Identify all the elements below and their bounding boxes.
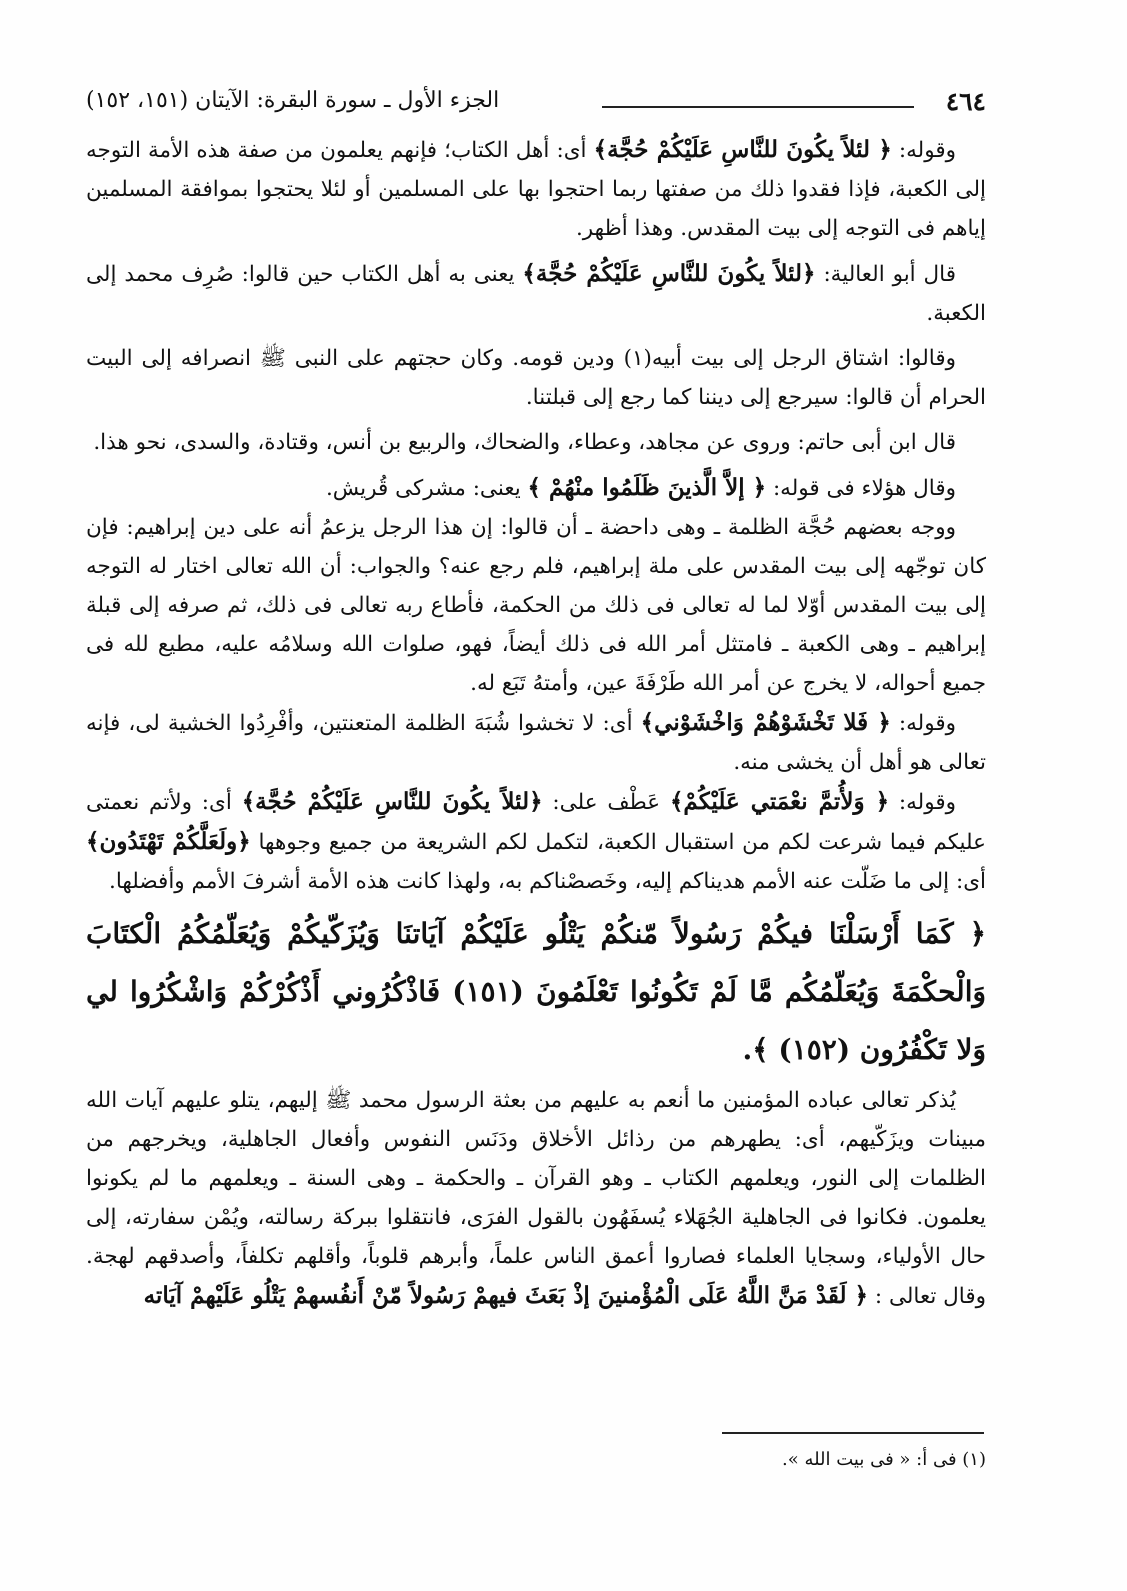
paragraph-7-intro: وقوله: xyxy=(898,711,956,736)
paragraph-1 xyxy=(86,130,986,248)
paragraph-5 xyxy=(86,468,986,508)
footnote-rule xyxy=(722,1432,984,1434)
paragraph-7-text: أى: لا تخشوا شُبَهَ الظلمة المتعنتين، وأفْرِدُوا الخشية لى، فإنه تعالى هو أهل أن يخشى منه. xyxy=(86,711,986,775)
paragraph-5-verse: ﴿ إلاَّ الَّذينَ ظَلَمُوا منْهُمْ ﴾ xyxy=(527,474,767,501)
paragraph-8 xyxy=(86,782,986,901)
paragraph-8-intro: وقوله: xyxy=(898,790,956,815)
paragraph-4: قال ابن أبى حاتم: وروى عن مجاهد، وعطاء، والضحاك، والربيع بن أنس، وقتادة، والسدى، نحو هذا. xyxy=(93,430,956,455)
paragraph-8-verse-1: ﴿ وَلأُتمَّ نعْمَتي عَلَيْكُمْ﴾ xyxy=(669,788,890,815)
paragraph-1-intro: وقوله: xyxy=(898,138,956,163)
paragraph-5-text: يعنى: مشركى قُريش. xyxy=(325,476,521,501)
header-rule xyxy=(602,106,914,108)
paragraph-7 xyxy=(86,703,986,782)
paragraph-6: ووجه بعضهم حُجَّة الظلمة ـ وهى داحضة ـ أن قالوا: إن هذا الرجل يزعمُ أنه على دين إبراهيم: فإن كان توجّهه إلى بيت المقدس على ملة إبراهيم، فلم رجع عنه؟ والجواب: أن الله تعالى اختار له التوجه إلى بيت المقدس أوّلا لما له تعالى فى ذلك من الحكمة، فأطاع ربه تعالى فى ذلك، ثم صرفه إلى قبلة إبراهيم ـ وهى الكعبة ـ فامتثل أمر الله فى ذلك أيضاً، فهو، صلوات الله وسلامُه عليه، مطيع لله فى جميع أحواله، لا يخرج عن أمر الله طَرْفَةَ عين، وأمتهُ تَبَع له. xyxy=(86,515,986,696)
paragraph-1-verse: ﴿ لئلاً يكُونَ للنَّاسِ عَلَيْكُمْ حُجَّة﴾ xyxy=(593,136,892,163)
page-body xyxy=(86,130,986,1316)
paragraph-8-verse-3: ﴿ولَعَلَّكُمْ تَهْتَدُون﴾ xyxy=(86,828,251,855)
footnote: (١) فى أ: « فى بيت الله ». xyxy=(781,1449,986,1470)
running-title: الجزء الأول ـ سورة البقرة: الآيتان (١٥١، ١٥٢) xyxy=(86,88,500,113)
paragraph-8-verse-2: ﴿لئلاً يكُونَ للنَّاسِ عَلَيْكُمْ حُجَّة﴾ xyxy=(241,788,543,815)
paragraph-8-text-3: أى: إلى ما ضَلّت عنه الأمم هديناكم إليه، وخَصصْناكم به، ولهذا كانت هذه الأمة أشرفَ الأمم وأفضلها. xyxy=(109,869,986,894)
page-number: ٤٦٤ xyxy=(945,87,986,116)
paragraph-9-verse: ﴿ لَقَدْ مَنَّ اللَّهُ عَلَى الْمُؤْمنينَ إذْ بَعَثَ فيهمْ رَسُولاً مّنْ أَنفُسهمْ يَتْلُو عَلَيْهمْ آيَاته xyxy=(143,1282,869,1309)
paragraph-9 xyxy=(86,1081,986,1316)
paragraph-3: وقالوا: اشتاق الرجل إلى بيت أبيه(١) ودين قومه. وكان حجتهم على النبى ﷺ انصرافه إلى البيت الحرام أن قالوا: سيرجع إلى ديننا كما رجع إلى قبلتنا. xyxy=(86,346,986,410)
paragraph-1-text: أى: أهل الكتاب؛ فإنهم يعلمون من صفة هذه الأمة التوجه إلى الكعبة، فإذا فقدوا ذلك من صفتها ربما احتجوا بها على المسلمين أو لئلا يحتجوا بموافقة المسلمين إياهم فى التوجه إلى بيت المقدس. وهذا أظهر. xyxy=(86,138,986,241)
page-header xyxy=(86,84,986,124)
paragraph-2 xyxy=(86,254,986,333)
paragraph-2-text: يعنى به أهل الكتاب حين قالوا: صُرِف محمد إلى الكعبة. xyxy=(86,262,986,326)
paragraph-2-intro: قال أبو العالية: xyxy=(823,262,956,287)
paragraph-2-verse: ﴿لئلاً يكُونَ للنَّاسِ عَلَيْكُمْ حُجَّة﴾ xyxy=(522,260,816,287)
quran-verses-151-152: ﴿ كَمَا أَرْسَلْنَا فيكُمْ رَسُولاً مّنكُمْ يَتْلُو عَلَيْكُمْ آيَاتنَا وَيُزَكّيكُمْ وَيُعَلّمُكُمُ الْكتَابَ وَالْحكْمَةَ وَيُعَلّمُكُم مَّا لَمْ تَكُونُوا تَعْلَمُونَ (١٥١) فَاذْكُرُوني أَذْكُرْكُمْ وَاشْكُرُوا لي وَلا تَكْفُرُون (١٥٢) ﴾. xyxy=(86,917,986,1066)
paragraph-7-verse: ﴿ فَلا تَخْشَوْهُمْ وَاخْشَوْني﴾ xyxy=(640,709,891,736)
paragraph-9-text: يُذكر تعالى عباده المؤمنين ما أنعم به عليهم من بعثة الرسول محمد ﷺ إليهم، يتلو عليهم آيات الله مبينات ويزَكّيهم، أى: يطهرهم من رذائل الأخلاق ودَنَس النفوس وأفعال الجاهلية، ويخرجهم من الظلمات إلى النور، ويعلمهم الكتاب ـ وهو القرآن ـ والحكمة ـ وهى السنة ـ ويعلمهم ما لم يكونوا يعلمون. فكانوا فى الجاهلية الجُهَلاء يُسفَهُون بالقول الفرَى، فانتقلوا ببركة رسالته، ويُمْن سفارته، إلى حال الأولياء، وسجايا العلماء فصاروا أعمق الناس علماً، وأبرهم قلوباً، وأقلهم تكلفاً، وأصدقهم لهجة. وقال تعالى : xyxy=(86,1088,986,1309)
paragraph-5-intro: وقال هؤلاء فى قوله: xyxy=(772,476,956,501)
paragraph-8-text-1: عَطْف على: xyxy=(552,790,661,815)
paragraph-8-text-2: أى: ولأتم نعمتى عليكم فيما شرعت لكم من استقبال الكعبة، لتكمل لكم الشريعة من جميع وجوهها xyxy=(86,790,986,855)
